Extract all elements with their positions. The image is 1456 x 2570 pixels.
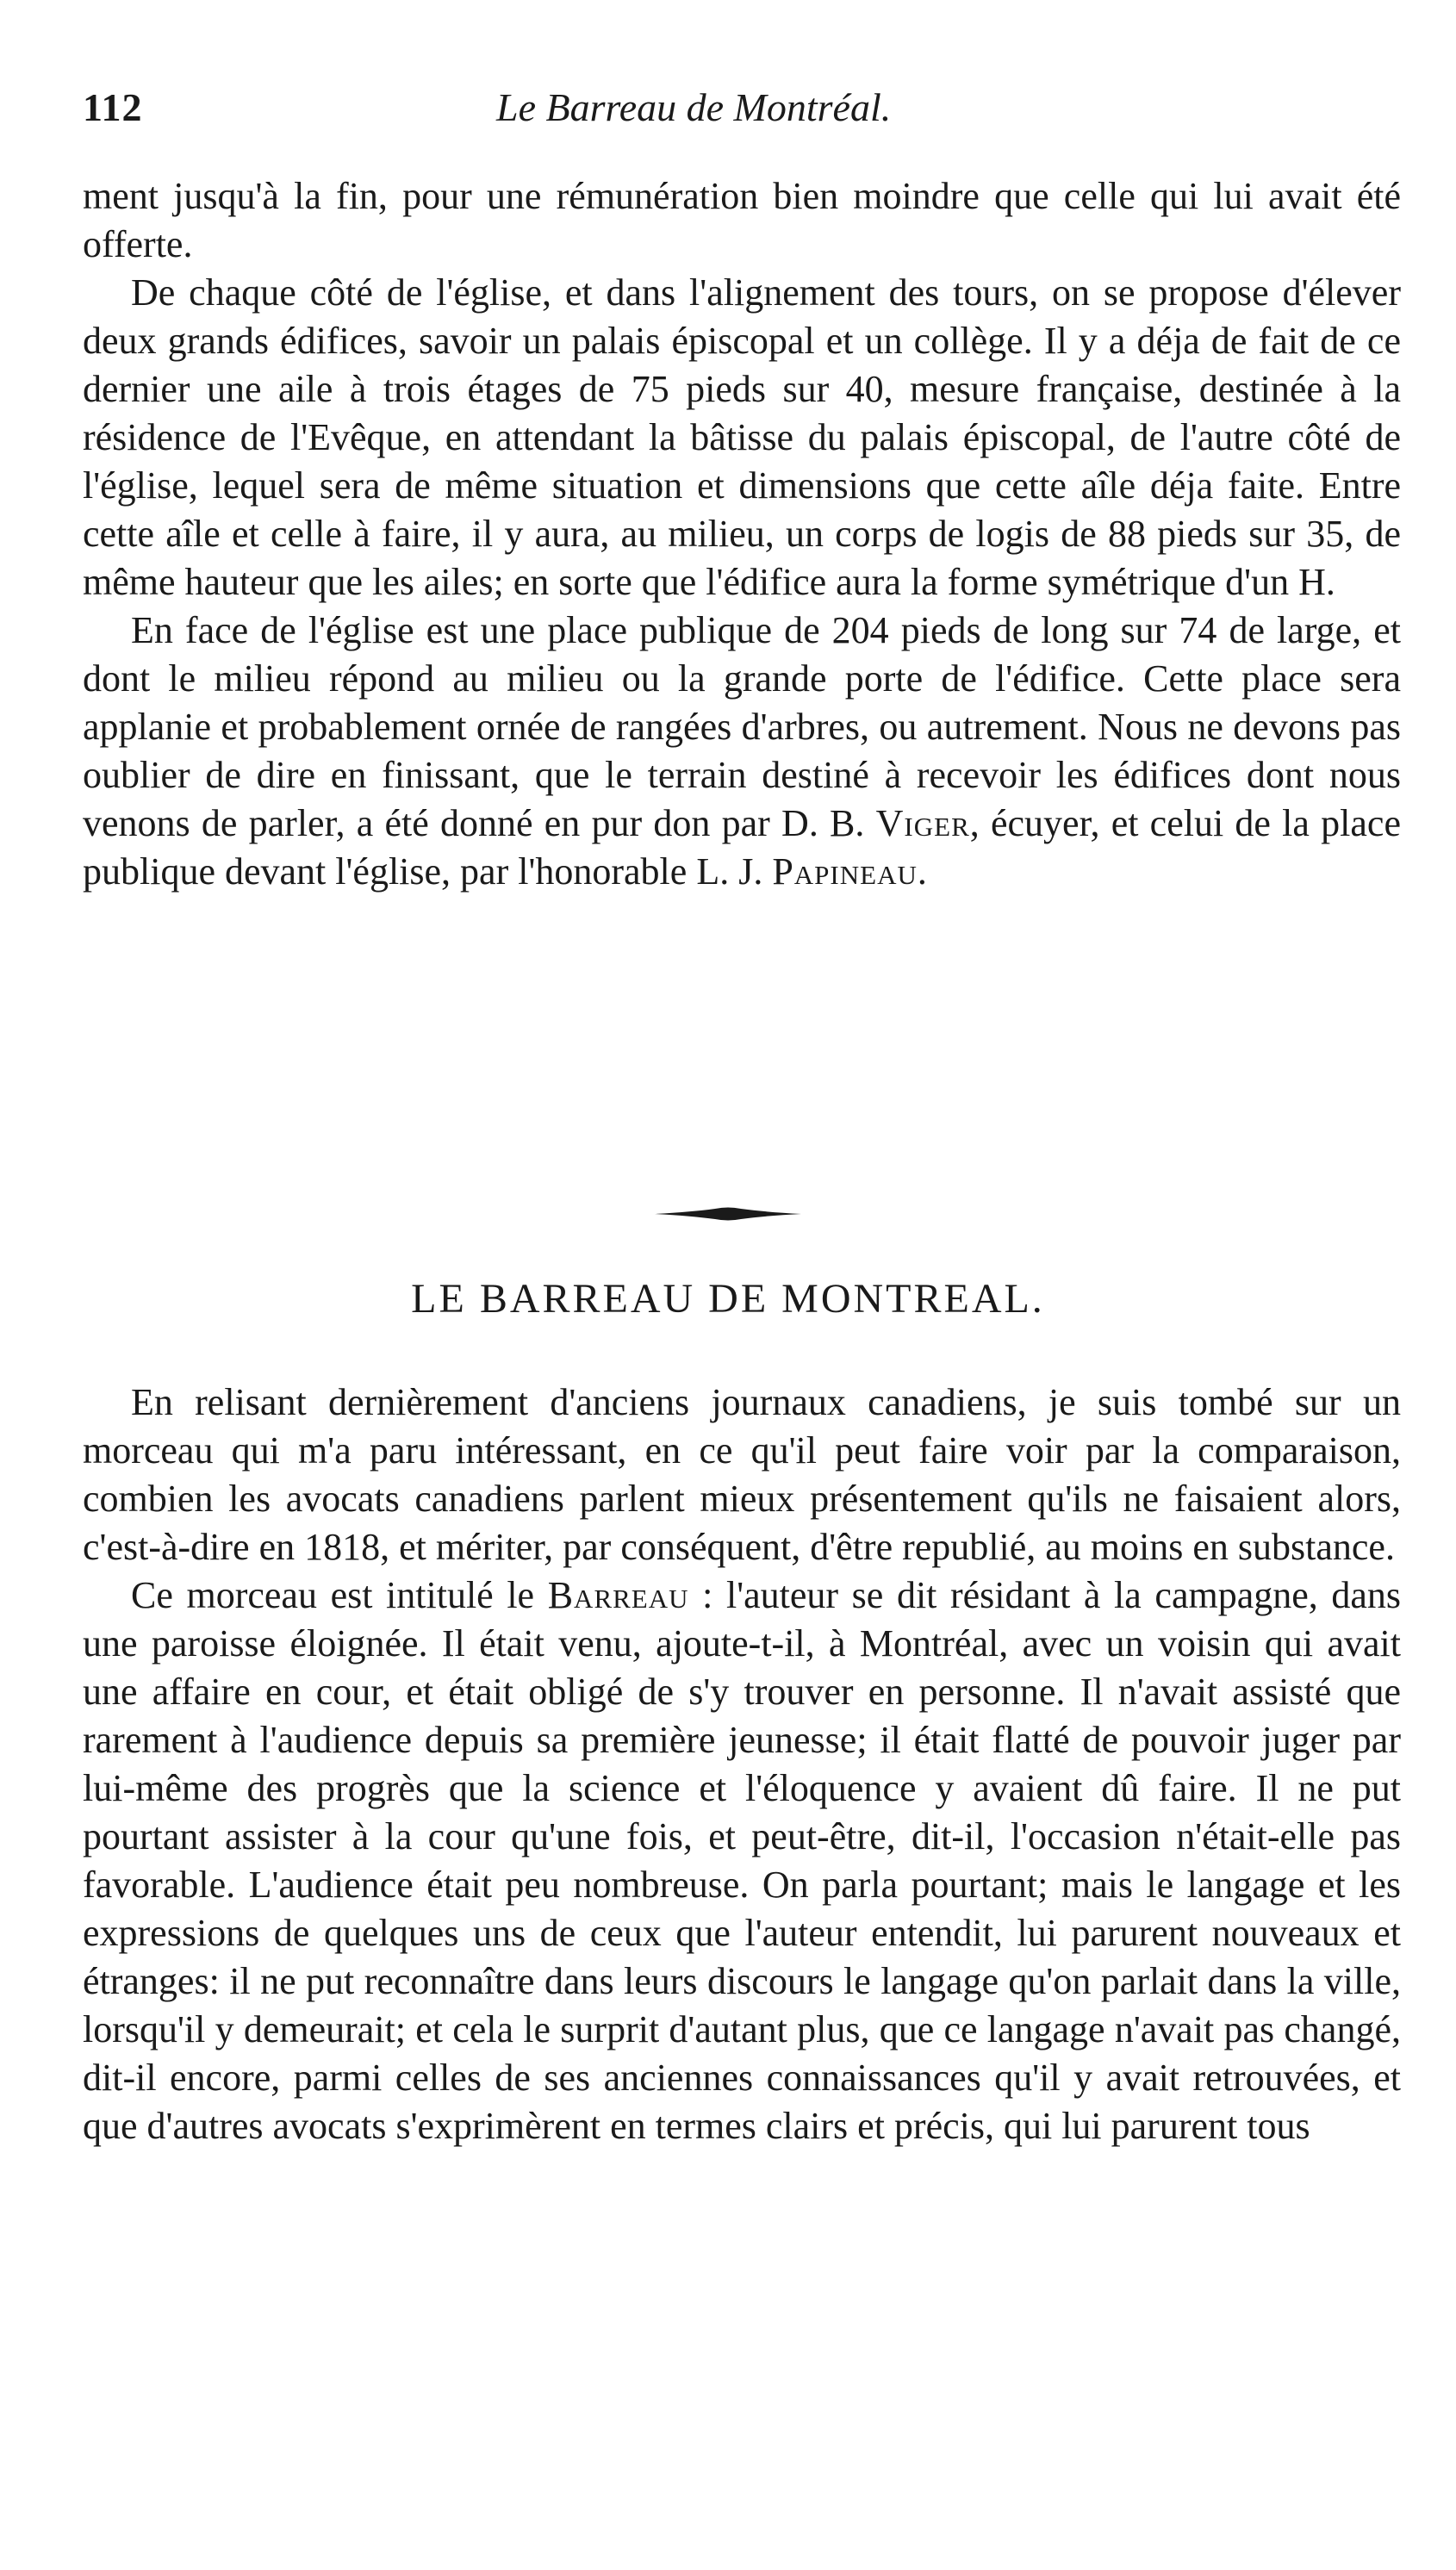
running-head [83, 84, 1397, 136]
paragraph-text: : l'auteur se dit résidant à la campagne, dans une paroisse éloignée. Il était venu, ajoute-t-il, à Montréal, avec un voisin qui avait une affaire en cour, et était obligé de s'y trouver en personne. Il n'avait assisté que rarement à l'audience depuis sa première jeunesse; il était flatté de pouvoir juger par lui-même des progrès que la science et l'éloquence y avaient dû faire. Il ne put pourtant assister à la cour qu'une fois, et peut-être, dit-il, l'occasion n'était-elle pas favorable. L'audience était peu nombreuse. On parla pourtant; mais le langage et les expressions de quelques uns de ceux que l'auteur entendit, lui parurent nouveaux et étranges: il ne put reconnaître dans leurs discours le langage qu'on parlait dans la ville, lorsqu'il y demeurait; et cela le surprit d'autant plus, que ce langage n'avait pas changé, dit-il encore, parmi celles de ses anciennes connaissances qu'il y avait retrouvées, et que d'autres avocats s'exprimèrent en termes clairs et précis, qui lui parurent tous [83, 1574, 1402, 2147]
paragraph-text: En face de l'église est une place publique de 204 pieds de long sur 74 de large, et dont le milieu répond au milieu ou la grande porte de l'édifice. Cette place sera applanie et probablement ornée de rangées d'arbres, ou autrement. Nous ne devons pas oublier de dire en finissant, que le terrain destiné à recevoir les édifices dont nous venons de parler, a été donné en pur don par D. B. [83, 609, 1401, 844]
person-name: Viger [875, 802, 970, 844]
paragraph-text: , écuyer, et celui de la place publique devant l'église, par l'honorable L. J. [83, 802, 1401, 893]
tapered-rule-icon [655, 1203, 801, 1225]
paragraph-text: . [917, 850, 927, 893]
page-number: 112 [83, 85, 143, 129]
paragraph: ment jusqu'à la fin, pour une rémunération bien moindre que celle qui lui avait été offerte. [83, 175, 1401, 265]
section-heading: LE BARREAU DE MONTREAL. [411, 1276, 1045, 1322]
paragraph [83, 1571, 1401, 2150]
term: Barreau [547, 1574, 689, 1616]
paragraph [83, 607, 1401, 896]
paragraph: En relisant dernièrement d'anciens journaux canadiens, je suis tombé sur un morceau qui m'a paru intéressant, en ce qu'il peut faire voir par la comparaison, combien les avocats canadiens parlent mieux présentement qu'ils ne faisaient alors, c'est-à-dire en 1818, et mériter, par conséquent, d'être republié, au moins en substance. [83, 1381, 1401, 1568]
paragraph-text: Ce morceau est intitulé le [131, 1574, 535, 1616]
person-name: Papineau [772, 850, 918, 893]
article-body [83, 1378, 1401, 2150]
paragraph: De chaque côté de l'église, et dans l'alignement des tours, on se propose d'élever deux grands édifices, savoir un palais épiscopal et un collège. Il y a déja de fait de ce dernier une aile à trois étages de 75 pieds sur 40, mesure française, destinée à la résidence de l'Evêque, en attendant la bâtisse du palais épiscopal, de l'autre côté de l'église, lequel sera de même situation et dimensions que cette aîle déja faite. Entre cette aîle et celle à faire, il y aura, au milieu, un corps de logis de 88 pieds sur 35, de même hauteur que les ailes; en sorte que l'édifice aura la forme symétrique d'un H. [83, 271, 1401, 603]
article-continuation [83, 172, 1401, 896]
running-title: Le Barreau de Montréal. [496, 85, 892, 129]
